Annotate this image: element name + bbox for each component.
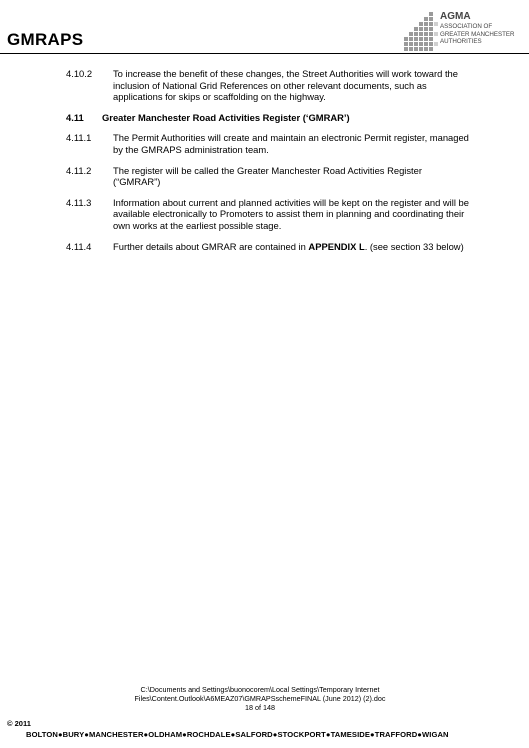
page-number: 18 of 148 [245,703,275,712]
paragraph-4-10-2 [66,68,471,103]
agma-logo-line: AUTHORITIES [440,38,482,46]
header-divider [0,53,529,54]
paragraph-text-end: . (see section 33 below) [364,240,464,252]
agma-logo-line: ASSOCIATION OF [440,23,493,30]
section-title: Greater Manchester Road Activities Register (‘GMRAR’) [102,111,350,123]
section-number: 4.11 [66,111,84,123]
paragraph-text-start: Further details about GMRAR are contained in [113,240,309,252]
footer-path-line: Files\Content.Outlook\A6MEAZ07\GMRAPSschemeFINAL (June 2012) (2).doc [134,694,386,703]
paragraph-number: 4.11.1 [66,132,92,144]
footer-path-line: C:\Documents and Settings\buonocorem\Local Settings\Temporary Internet [140,685,380,694]
paragraph-text: Information about current and planned activities will be kept on the register and will be available electronically to Promoters to assist them in planning and coordinating their own works at the earliest possible stage. [113,196,469,231]
agma-logo-subtitle [440,23,529,46]
copyright-notice: © 2011 [7,719,31,728]
paragraph-number: 4.11.3 [66,196,92,208]
agma-logo-name: AGMA [440,11,471,22]
paragraph-4-11-3 [66,197,471,232]
section-heading-4-11 [66,112,471,124]
agma-logo-mark-icon [403,10,439,52]
paragraph-number: 4.11.2 [66,164,92,176]
document-body [66,68,471,261]
paragraph-text: To increase the benefit of these changes, the Street Authorities will work toward the inclusion of National Grid References on other relevant documents, such as applications for skips or scaffolding on the highway. [113,68,458,103]
document-header-title: GMRAPS [7,30,84,49]
appendix-reference: APPENDIX L [308,240,365,252]
agma-logo [403,10,523,54]
paragraph-4-11-2 [66,165,471,188]
paragraph-text: The register will be called the Greater Manchester Road Activities Register (“GMRAR”) [113,164,422,188]
paragraph-number: 4.10.2 [66,68,93,79]
paragraph-text: The Permit Authorities will create and maintain an electronic Permit register, managed by the GMRAPS administration team. [113,132,469,155]
paragraph-number: 4.11.4 [66,240,92,252]
agma-logo-line: GREATER MANCHESTER [440,30,515,38]
paragraph-text [113,241,471,253]
paragraph-4-11-1 [66,132,471,155]
footer-file-path [90,685,430,712]
member-towns-list: BOLTON●BURY●MANCHESTER●OLDHAM●ROCHDALE●SALFORD●STOCKPORT●TAMESIDE●TRAFFORD●WIGAN [26,730,449,739]
paragraph-4-11-4 [66,241,471,253]
